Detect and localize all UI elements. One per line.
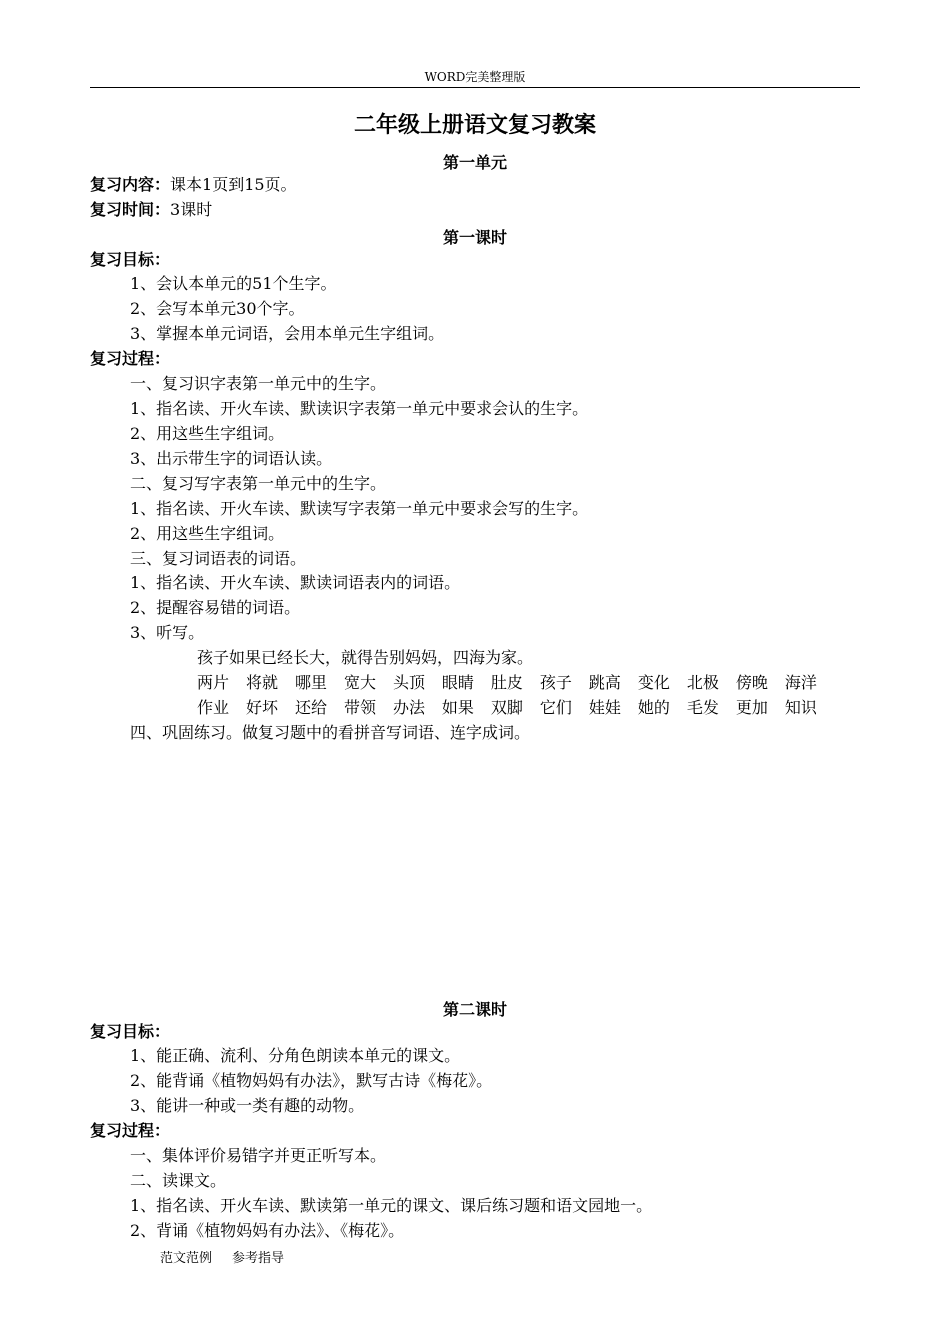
page-header: WORD完美整理版 xyxy=(424,70,526,84)
lesson1-process-step: 1、指名读、开火车读、默读词语表内的词语。 xyxy=(130,573,461,592)
lesson1-process-step: 2、用这些生字组词。 xyxy=(130,424,285,443)
unit-heading: 第一单元 xyxy=(442,153,507,172)
dictation-word: 好坏 xyxy=(245,698,278,717)
dictation-word: 傍晚 xyxy=(735,673,768,692)
lesson1-goal-2: 2、会写本单元30个字。 xyxy=(130,299,305,318)
dictation-word: 娃娃 xyxy=(588,698,621,717)
lesson2-process-step: 一、集体评价易错字并更正听写本。 xyxy=(130,1146,387,1165)
lesson2-process-step: 二、读课文。 xyxy=(130,1171,227,1190)
header-rule xyxy=(90,87,860,88)
dictation-word: 肚皮 xyxy=(490,673,523,692)
dictation-word: 两片 xyxy=(197,673,230,692)
dictation-word: 宽大 xyxy=(343,673,376,692)
lesson1-process-step: 三、复习词语表的词语。 xyxy=(130,549,307,568)
dictation-word: 孩子 xyxy=(539,673,572,692)
lesson2-goal-3: 3、能讲一种或一类有趣的动物。 xyxy=(130,1096,365,1115)
time-label: 复习时间： xyxy=(90,200,171,219)
lesson1-process-step: 二、复习写字表第一单元中的生字。 xyxy=(130,474,387,493)
dictation-word: 如果 xyxy=(441,698,474,717)
lesson1-goal-3: 3、掌握本单元词语，会用本单元生字组词。 xyxy=(130,324,445,343)
dictation-word: 变化 xyxy=(637,673,670,692)
dictation-word: 知识 xyxy=(784,698,817,717)
content-value: 课本1页到15页。 xyxy=(170,175,297,194)
lesson2-process-label: 复习过程： xyxy=(90,1121,171,1140)
content-label: 复习内容： xyxy=(90,175,171,194)
document-title: 二年级上册语文复习教案 xyxy=(353,113,596,138)
dictation-word: 更加 xyxy=(735,698,768,717)
dictation-word: 毛发 xyxy=(686,698,719,717)
time-value: 3课时 xyxy=(170,200,213,219)
lesson1-practice: 四、巩固练习。做复习题中的看拼音写词语、连字成词。 xyxy=(130,723,531,742)
dictation-word: 双脚 xyxy=(490,698,523,717)
page-footer xyxy=(160,1247,284,1266)
lesson1-process-step: 1、指名读、开火车读、默读写字表第一单元中要求会写的生字。 xyxy=(130,499,589,518)
dictation-word: 它们 xyxy=(539,698,572,717)
dictation-word: 北极 xyxy=(686,673,719,692)
time-line xyxy=(90,199,212,221)
dictation-word: 头顶 xyxy=(392,673,425,692)
lesson2-heading: 第二课时 xyxy=(442,1000,507,1019)
dictation-word: 还给 xyxy=(294,698,327,717)
dictation-word: 带领 xyxy=(343,698,376,717)
lesson1-process-step: 2、提醒容易错的词语。 xyxy=(130,598,301,617)
dictation-word: 办法 xyxy=(392,698,425,717)
lesson1-goal-label: 复习目标： xyxy=(90,250,171,269)
dictation-word: 她的 xyxy=(637,698,670,717)
dictation-sentence: 孩子如果已经长大，就得告别妈妈，四海为家。 xyxy=(197,648,534,667)
lesson1-process-step: 一、复习识字表第一单元中的生字。 xyxy=(130,374,387,393)
dictation-word: 将就 xyxy=(245,673,278,692)
dictation-words-row-2 xyxy=(197,697,817,719)
lesson2-goal-label: 复习目标： xyxy=(90,1022,171,1041)
lesson1-process-label: 复习过程： xyxy=(90,349,171,368)
lesson1-process-step: 3、听写。 xyxy=(130,623,205,642)
content-line xyxy=(90,174,297,196)
dictation-words-row-1 xyxy=(197,672,817,694)
lesson2-goal-1: 1、能正确、流利、分角色朗读本单元的课文。 xyxy=(130,1046,461,1065)
lesson1-process-step: 2、用这些生字组词。 xyxy=(130,524,285,543)
dictation-word: 作业 xyxy=(197,698,230,717)
dictation-word: 哪里 xyxy=(294,673,327,692)
lesson2-goal-2: 2、能背诵《植物妈妈有办法》，默写古诗《梅花》。 xyxy=(130,1071,493,1090)
lesson1-process-step: 3、出示带生字的词语认读。 xyxy=(130,449,333,468)
lesson1-goal-1: 1、会认本单元的51个生字。 xyxy=(130,274,337,293)
lesson1-process-step: 1、指名读、开火车读、默读识字表第一单元中要求会认的生字。 xyxy=(130,399,589,418)
dictation-word: 海洋 xyxy=(784,673,817,692)
dictation-word: 跳高 xyxy=(588,673,621,692)
dictation-word: 眼睛 xyxy=(441,673,474,692)
footer-right: 参考指导 xyxy=(232,1251,285,1266)
footer-left: 范文范例 xyxy=(160,1251,213,1266)
lesson2-process-step: 1、指名读、开火车读、默读第一单元的课文、课后练习题和语文园地一。 xyxy=(130,1196,653,1215)
lesson1-heading: 第一课时 xyxy=(442,228,507,247)
lesson2-process-step: 2、背诵《植物妈妈有办法》、《梅花》。 xyxy=(130,1221,405,1240)
